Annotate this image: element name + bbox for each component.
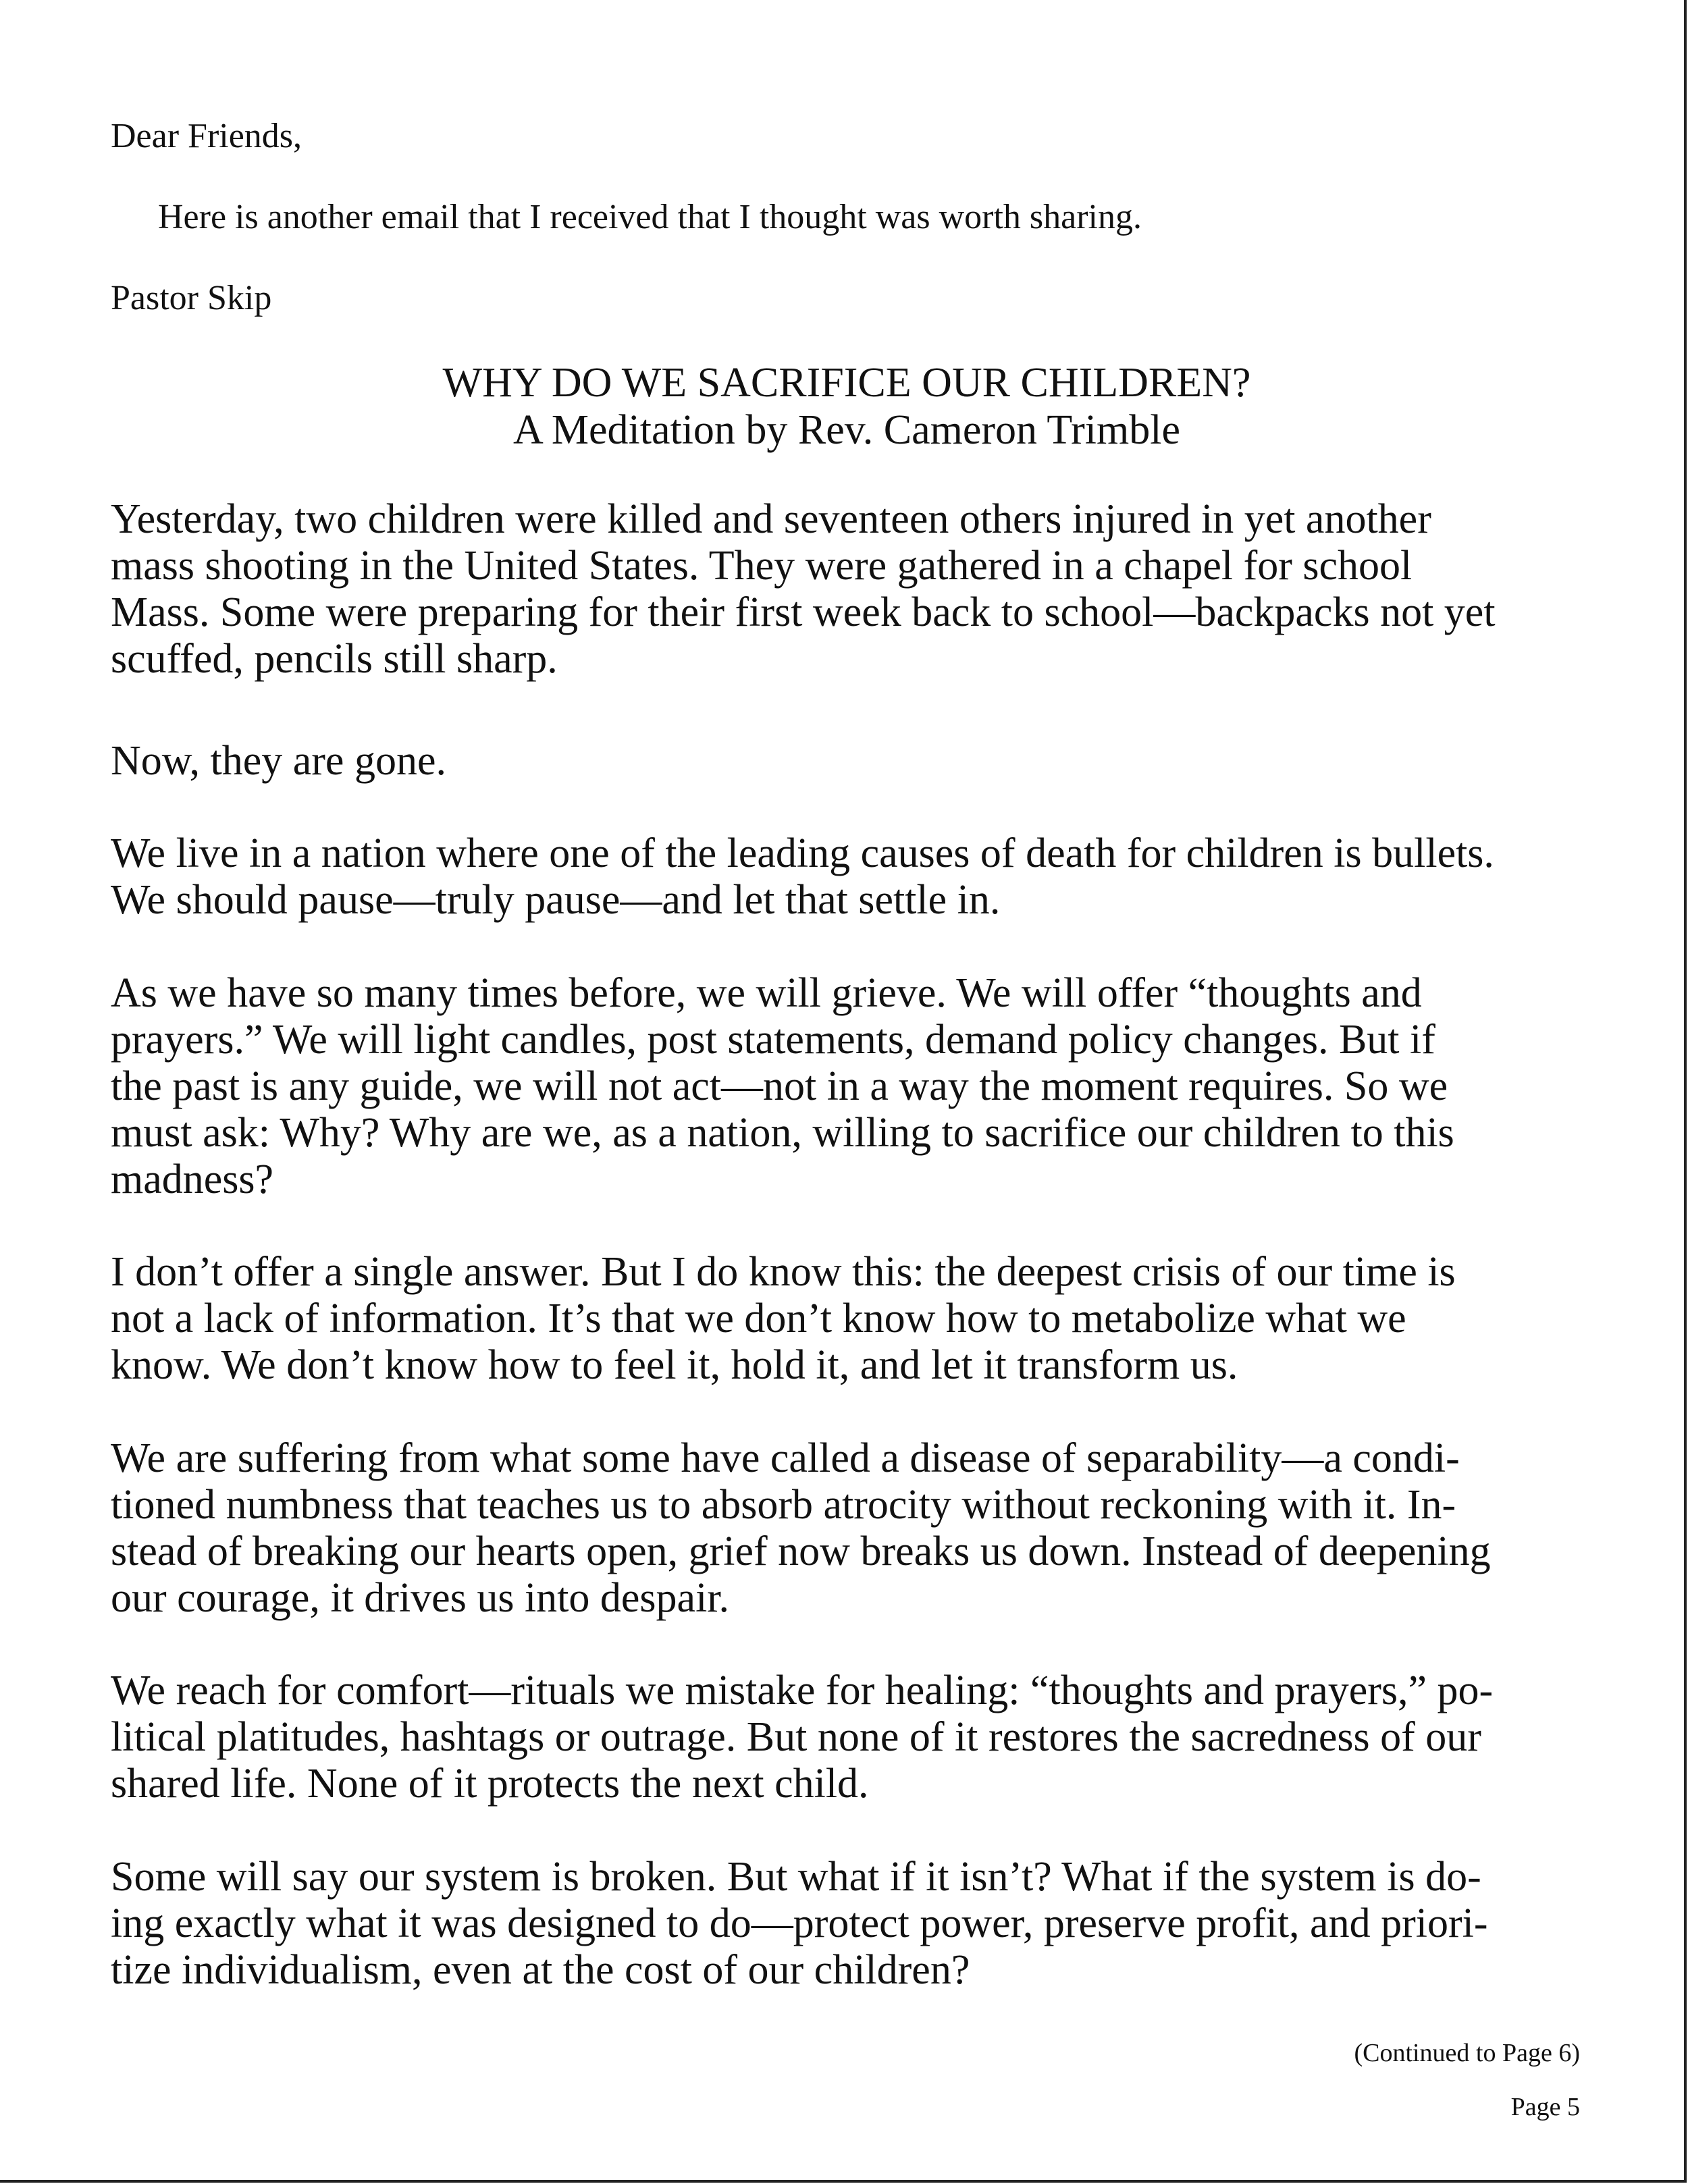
article-byline: A Meditation by Rev. Cameron Trimble (513, 407, 1180, 453)
letter-greeting: Dear Friends, (111, 117, 302, 155)
paragraph-line: not a lack of information. It’s that we don’t know how to metabolize what we (111, 1296, 1406, 1341)
paragraph-line: madness? (111, 1156, 274, 1202)
paragraph-line: We reach for comfort—rituals we mistake for healing: “thoughts and prayers,” po- (111, 1668, 1494, 1713)
paragraph-line: As we have so many times before, we will grieve. We will offer “thoughts and (111, 970, 1422, 1016)
paragraph-line: prayers.” We will light candles, post statements, demand policy changes. But if (111, 1017, 1435, 1063)
continued-note: (Continued to Page 6) (1354, 2039, 1580, 2067)
article-heading (111, 359, 1583, 454)
article-paragraph-1 (111, 496, 1583, 683)
paragraph-line: tioned numbness that teaches us to absorb atrocity without reckoning with it. In- (111, 1482, 1456, 1528)
letter-body: Here is another email that I received that I thought was worth sharing. (158, 198, 1142, 236)
paragraph-line: tize individualism, even at the cost of our children? (111, 1947, 970, 1993)
letter-signature: Pastor Skip (111, 279, 272, 317)
paragraph-line: I don’t offer a single answer. But I do know this: the deepest crisis of our time is (111, 1249, 1456, 1295)
article-paragraph-5 (111, 1249, 1583, 1389)
paragraph-line: the past is any guide, we will not act—not in a way the moment requires. So we (111, 1063, 1448, 1109)
paragraph-line: know. We don’t know how to feel it, hold it, and let it transform us. (111, 1342, 1238, 1388)
paragraph-line: Mass. Some were preparing for their first week back to school—backpacks not yet (111, 589, 1496, 635)
article-paragraph-3 (111, 830, 1583, 924)
paragraph-line: our courage, it drives us into despair. (111, 1575, 730, 1621)
article-paragraph-4 (111, 970, 1583, 1203)
paragraph-line: must ask: Why? Why are we, as a nation, willing to sacrifice our children to this (111, 1110, 1454, 1156)
article-title: WHY DO WE SACRIFICE OUR CHILDREN? (442, 360, 1251, 406)
article-paragraph-7 (111, 1668, 1583, 1807)
page-number: Page 5 (1510, 2093, 1580, 2121)
article-paragraph-2 (111, 738, 1583, 784)
paragraph-line: ing exactly what it was designed to do—protect power, preserve profit, and priori- (111, 1900, 1488, 1946)
paragraph-line: shared life. None of it protects the next child. (111, 1761, 869, 1807)
paragraph-line: mass shooting in the United States. They were gathered in a chapel for school (111, 543, 1413, 589)
paragraph-line: We live in a nation where one of the leading causes of death for children is bullets. (111, 830, 1494, 876)
paragraph-line: litical platitudes, hashtags or outrage. But none of it restores the sacredness of our (111, 1714, 1481, 1760)
paragraph-line: We should pause—truly pause—and let that settle in. (111, 877, 1001, 923)
paragraph-line: scuffed, pencils still sharp. (111, 636, 558, 682)
paragraph-line: Yesterday, two children were killed and seventeen others injured in yet another (111, 496, 1431, 542)
paragraph-line: We are suffering from what some have called a disease of separability—a condi- (111, 1435, 1460, 1481)
paragraph-line: Some will say our system is broken. But what if it isn’t? What if the system is do- (111, 1854, 1481, 1900)
article-paragraph-8 (111, 1854, 1583, 1994)
article-paragraph-6 (111, 1435, 1583, 1622)
paragraph-line: stead of breaking our hearts open, grief now breaks us down. Instead of deepening (111, 1528, 1491, 1574)
paragraph-line: Now, they are gone. (111, 738, 446, 784)
